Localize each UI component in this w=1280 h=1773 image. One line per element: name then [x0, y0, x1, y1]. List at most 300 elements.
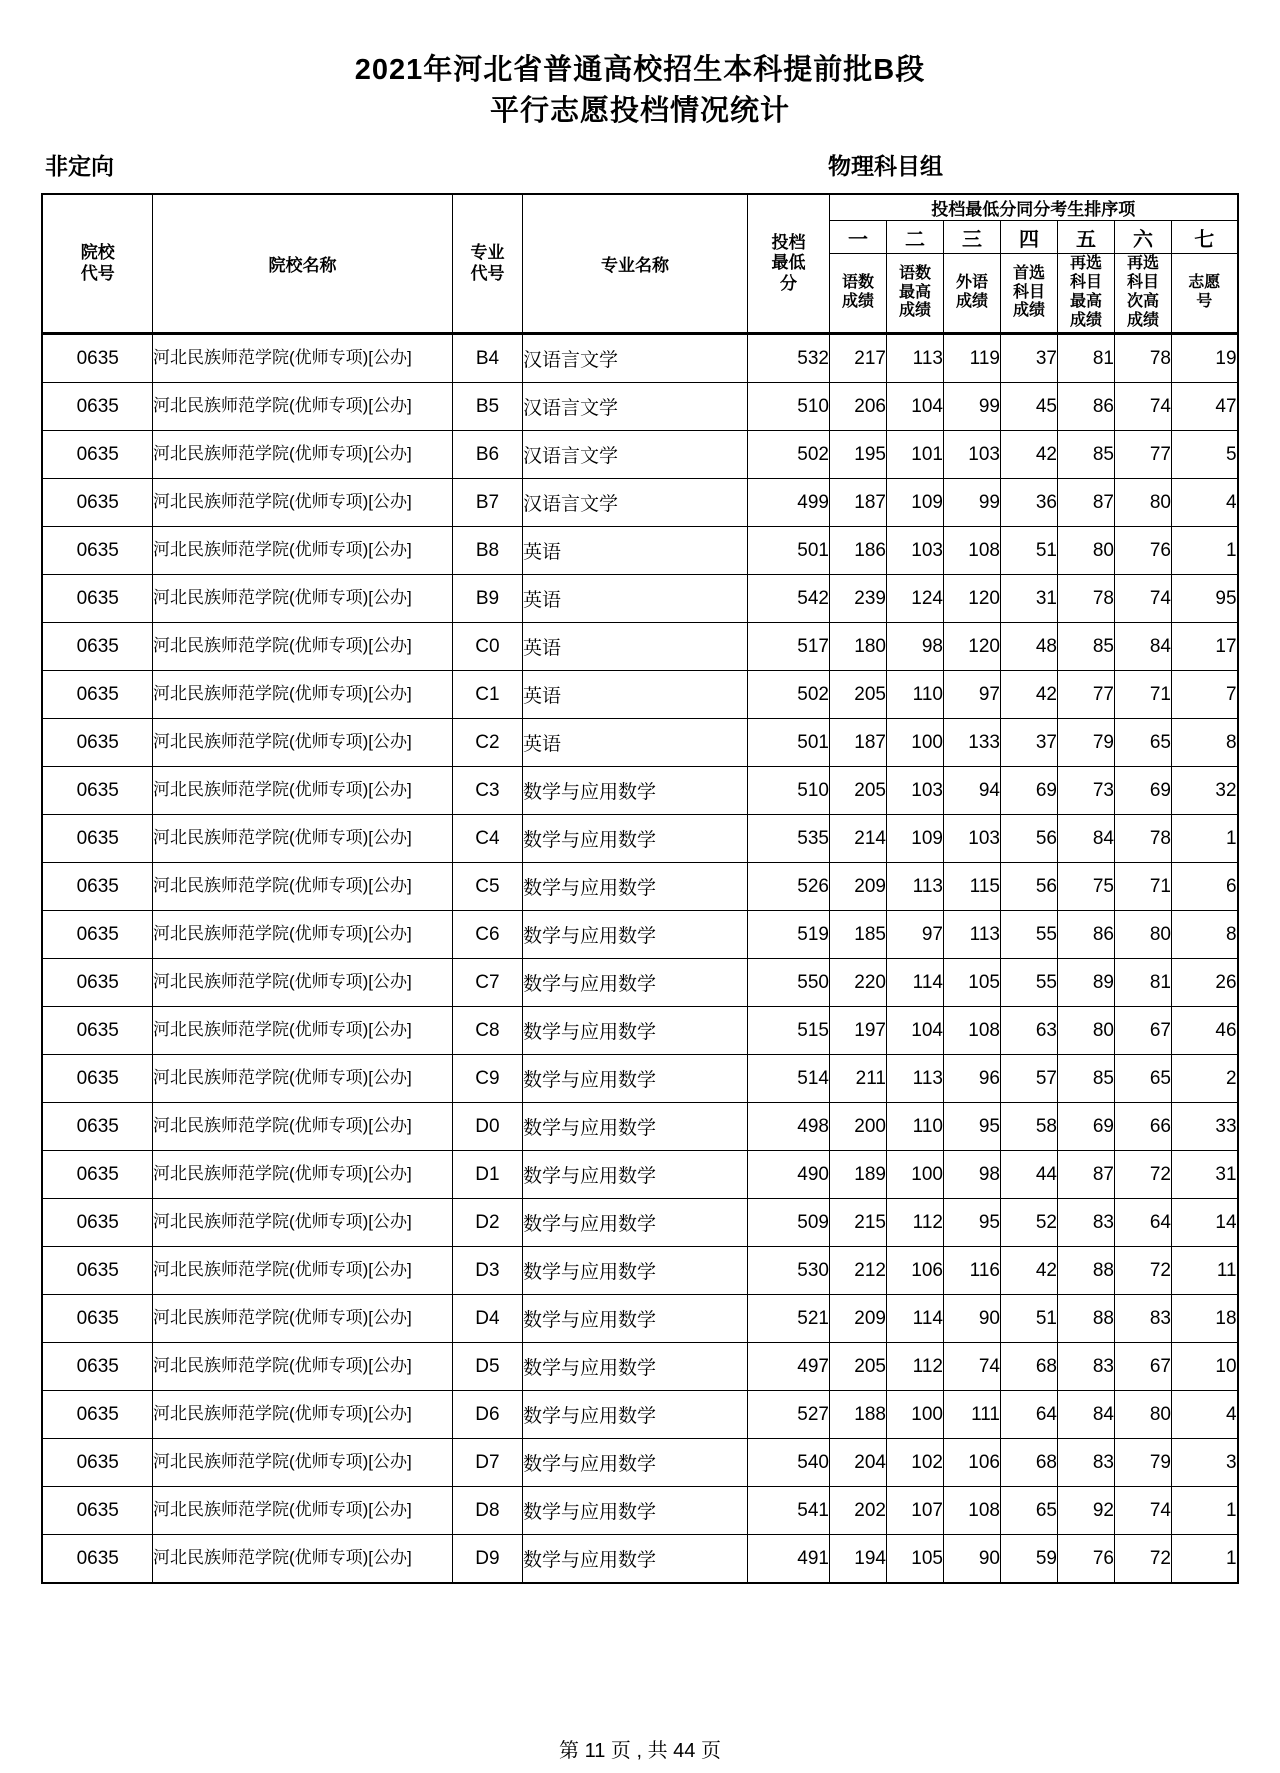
table-row	[42, 623, 1237, 671]
cell-score-6: 80	[1114, 911, 1171, 959]
cell-score-5: 86	[1057, 911, 1114, 959]
cell-score-1: 206	[829, 383, 886, 431]
cell-major-name: 英语	[522, 671, 747, 719]
table-row	[42, 911, 1237, 959]
cell-major-name: 数学与应用数学	[522, 815, 747, 863]
cell-min-score: 515	[747, 1007, 829, 1055]
cell-score-4: 64	[1000, 1391, 1057, 1439]
cell-college-code: 0635	[42, 767, 152, 815]
cell-score-5: 86	[1057, 383, 1114, 431]
table-row	[42, 383, 1237, 431]
cell-score-2: 103	[886, 767, 943, 815]
cell-score-5: 83	[1057, 1199, 1114, 1247]
cell-score-1: 202	[829, 1487, 886, 1535]
cell-score-4: 44	[1000, 1151, 1057, 1199]
cell-score-6: 67	[1114, 1343, 1171, 1391]
cell-score-6: 74	[1114, 383, 1171, 431]
cell-college-name: 河北民族师范学院(优师专项)[公办]	[152, 1439, 452, 1487]
cell-score-5: 85	[1057, 623, 1114, 671]
cell-min-score: 498	[747, 1103, 829, 1151]
cell-score-7: 33	[1171, 1103, 1237, 1151]
cell-college-code: 0635	[42, 1439, 152, 1487]
cell-major-code: C4	[452, 815, 522, 863]
cell-major-code: C0	[452, 623, 522, 671]
cell-score-3: 106	[943, 1439, 1000, 1487]
cell-score-1: 195	[829, 431, 886, 479]
cell-score-7: 32	[1171, 767, 1237, 815]
cell-score-3: 108	[943, 1487, 1000, 1535]
cell-college-code: 0635	[42, 1103, 152, 1151]
cell-major-name: 汉语言文学	[522, 383, 747, 431]
cell-score-7: 10	[1171, 1343, 1237, 1391]
cell-major-code: C5	[452, 863, 522, 911]
cell-score-6: 72	[1114, 1535, 1171, 1584]
cell-score-3: 120	[943, 623, 1000, 671]
cell-score-2: 104	[886, 1007, 943, 1055]
cell-college-code: 0635	[42, 1247, 152, 1295]
cell-score-3: 115	[943, 863, 1000, 911]
cell-score-1: 215	[829, 1199, 886, 1247]
cell-score-5: 73	[1057, 767, 1114, 815]
cell-score-2: 105	[886, 1535, 943, 1584]
cell-score-2: 106	[886, 1247, 943, 1295]
cell-score-5: 88	[1057, 1247, 1114, 1295]
cell-major-name: 英语	[522, 527, 747, 575]
cell-major-name: 数学与应用数学	[522, 1295, 747, 1343]
cell-score-6: 71	[1114, 671, 1171, 719]
cell-score-7: 8	[1171, 911, 1237, 959]
cell-score-3: 74	[943, 1343, 1000, 1391]
cell-score-7: 46	[1171, 1007, 1237, 1055]
cell-major-name: 数学与应用数学	[522, 1151, 747, 1199]
cell-college-name: 河北民族师范学院(优师专项)[公办]	[152, 334, 452, 383]
cell-college-name: 河北民族师范学院(优师专项)[公办]	[152, 527, 452, 575]
cell-min-score: 510	[747, 767, 829, 815]
cell-score-7: 47	[1171, 383, 1237, 431]
cell-college-code: 0635	[42, 1007, 152, 1055]
cell-score-7: 3	[1171, 1439, 1237, 1487]
table-row	[42, 1535, 1237, 1584]
cell-score-1: 220	[829, 959, 886, 1007]
cell-score-2: 114	[886, 959, 943, 1007]
cell-score-6: 77	[1114, 431, 1171, 479]
cell-score-3: 96	[943, 1055, 1000, 1103]
cell-college-name: 河北民族师范学院(优师专项)[公办]	[152, 479, 452, 527]
cell-college-code: 0635	[42, 1055, 152, 1103]
cell-min-score: 527	[747, 1391, 829, 1439]
cell-score-4: 55	[1000, 959, 1057, 1007]
cell-score-4: 69	[1000, 767, 1057, 815]
cell-major-name: 英语	[522, 623, 747, 671]
header-major-name: 专业名称	[522, 194, 747, 334]
cell-college-name: 河北民族师范学院(优师专项)[公办]	[152, 1343, 452, 1391]
cell-college-code: 0635	[42, 671, 152, 719]
cell-college-name: 河北民族师范学院(优师专项)[公办]	[152, 911, 452, 959]
cell-score-5: 81	[1057, 334, 1114, 383]
cell-score-5: 75	[1057, 863, 1114, 911]
table-row	[42, 479, 1237, 527]
cell-major-name: 数学与应用数学	[522, 911, 747, 959]
header-ordinal-5: 五	[1057, 221, 1114, 254]
cell-major-name: 数学与应用数学	[522, 1439, 747, 1487]
cell-major-name: 数学与应用数学	[522, 863, 747, 911]
cell-score-4: 42	[1000, 431, 1057, 479]
cell-score-5: 80	[1057, 1007, 1114, 1055]
cell-score-4: 63	[1000, 1007, 1057, 1055]
cell-score-6: 81	[1114, 959, 1171, 1007]
cell-score-6: 71	[1114, 863, 1171, 911]
cell-score-4: 59	[1000, 1535, 1057, 1584]
table-row	[42, 1391, 1237, 1439]
cell-score-2: 102	[886, 1439, 943, 1487]
table-row	[42, 527, 1237, 575]
cell-score-5: 83	[1057, 1439, 1114, 1487]
cell-college-code: 0635	[42, 959, 152, 1007]
table-row	[42, 671, 1237, 719]
cell-score-1: 205	[829, 671, 886, 719]
cell-score-6: 64	[1114, 1199, 1171, 1247]
cell-score-6: 84	[1114, 623, 1171, 671]
cell-major-code: D3	[452, 1247, 522, 1295]
cell-score-1: 186	[829, 527, 886, 575]
cell-score-1: 180	[829, 623, 886, 671]
table-row	[42, 1103, 1237, 1151]
cell-score-1: 187	[829, 719, 886, 767]
cell-score-2: 98	[886, 623, 943, 671]
cell-college-code: 0635	[42, 1391, 152, 1439]
header-college-name: 院校名称	[152, 194, 452, 334]
cell-score-2: 124	[886, 575, 943, 623]
cell-college-code: 0635	[42, 815, 152, 863]
cell-score-7: 5	[1171, 431, 1237, 479]
cell-score-6: 72	[1114, 1151, 1171, 1199]
cell-college-name: 河北民族师范学院(优师专项)[公办]	[152, 1391, 452, 1439]
cell-score-5: 76	[1057, 1535, 1114, 1584]
cell-score-5: 84	[1057, 1391, 1114, 1439]
header-preference-number: 志愿号	[1171, 254, 1237, 334]
cell-score-4: 37	[1000, 719, 1057, 767]
header-chinese-math-max-score: 语数最高成绩	[886, 254, 943, 334]
table-row	[42, 959, 1237, 1007]
cell-score-3: 111	[943, 1391, 1000, 1439]
cell-score-3: 99	[943, 383, 1000, 431]
table-header	[42, 194, 1237, 334]
header-ordinal-3: 三	[943, 221, 1000, 254]
admission-stats-table	[41, 193, 1238, 1584]
cell-score-7: 19	[1171, 334, 1237, 383]
cell-min-score: 535	[747, 815, 829, 863]
cell-major-code: B4	[452, 334, 522, 383]
cell-score-1: 188	[829, 1391, 886, 1439]
cell-score-4: 56	[1000, 815, 1057, 863]
cell-score-7: 17	[1171, 623, 1237, 671]
cell-score-1: 209	[829, 1295, 886, 1343]
cell-score-5: 87	[1057, 1151, 1114, 1199]
cell-score-3: 116	[943, 1247, 1000, 1295]
cell-major-name: 数学与应用数学	[522, 1391, 747, 1439]
header-ordinal-2: 二	[886, 221, 943, 254]
cell-score-2: 100	[886, 1151, 943, 1199]
cell-score-1: 197	[829, 1007, 886, 1055]
cell-major-code: C3	[452, 767, 522, 815]
cell-min-score: 532	[747, 334, 829, 383]
cell-major-code: D5	[452, 1343, 522, 1391]
cell-score-3: 90	[943, 1535, 1000, 1584]
subject-group-label: 物理科目组	[828, 153, 943, 179]
cell-major-name: 英语	[522, 719, 747, 767]
cell-min-score: 542	[747, 575, 829, 623]
table-row	[42, 1247, 1237, 1295]
cell-score-5: 79	[1057, 719, 1114, 767]
cell-score-2: 103	[886, 527, 943, 575]
table-row	[42, 815, 1237, 863]
cell-score-2: 113	[886, 863, 943, 911]
cell-score-2: 110	[886, 1103, 943, 1151]
cell-score-7: 18	[1171, 1295, 1237, 1343]
header-ordinal-6: 六	[1114, 221, 1171, 254]
cell-score-4: 56	[1000, 863, 1057, 911]
cell-major-code: B9	[452, 575, 522, 623]
table-row	[42, 767, 1237, 815]
table-row	[42, 1343, 1237, 1391]
cell-score-1: 200	[829, 1103, 886, 1151]
cell-min-score: 540	[747, 1439, 829, 1487]
cell-major-name: 数学与应用数学	[522, 1247, 747, 1295]
title-line-1: 2021年河北省普通高校招生本科提前批B段	[354, 54, 926, 86]
cell-score-4: 37	[1000, 334, 1057, 383]
cell-score-6: 79	[1114, 1439, 1171, 1487]
cell-college-name: 河北民族师范学院(优师专项)[公办]	[152, 767, 452, 815]
cell-score-4: 57	[1000, 1055, 1057, 1103]
cell-score-5: 87	[1057, 479, 1114, 527]
header-ordinal-1: 一	[829, 221, 886, 254]
plan-type-label: 非定向	[45, 153, 114, 179]
cell-score-4: 36	[1000, 479, 1057, 527]
cell-college-name: 河北民族师范学院(优师专项)[公办]	[152, 719, 452, 767]
cell-major-name: 数学与应用数学	[522, 767, 747, 815]
cell-college-name: 河北民族师范学院(优师专项)[公办]	[152, 1247, 452, 1295]
cell-score-6: 66	[1114, 1103, 1171, 1151]
header-major-code: 专业代号	[452, 194, 522, 334]
table-row	[42, 863, 1237, 911]
cell-min-score: 497	[747, 1343, 829, 1391]
cell-score-4: 68	[1000, 1439, 1057, 1487]
document-title	[0, 0, 1280, 132]
cell-score-6: 83	[1114, 1295, 1171, 1343]
cell-major-code: B5	[452, 383, 522, 431]
cell-major-code: B7	[452, 479, 522, 527]
cell-score-7: 4	[1171, 1391, 1237, 1439]
cell-score-3: 119	[943, 334, 1000, 383]
cell-major-code: C7	[452, 959, 522, 1007]
cell-score-2: 113	[886, 1055, 943, 1103]
cell-min-score: 517	[747, 623, 829, 671]
header-ordinal-7: 七	[1171, 221, 1237, 254]
cell-score-7: 14	[1171, 1199, 1237, 1247]
cell-college-name: 河北民族师范学院(优师专项)[公办]	[152, 623, 452, 671]
cell-score-5: 89	[1057, 959, 1114, 1007]
cell-score-1: 185	[829, 911, 886, 959]
cell-major-code: D1	[452, 1151, 522, 1199]
cell-college-code: 0635	[42, 1199, 152, 1247]
cell-college-code: 0635	[42, 575, 152, 623]
cell-score-2: 107	[886, 1487, 943, 1535]
cell-score-3: 103	[943, 815, 1000, 863]
cell-major-code: C6	[452, 911, 522, 959]
cell-score-6: 78	[1114, 334, 1171, 383]
cell-score-3: 95	[943, 1199, 1000, 1247]
cell-college-name: 河北民族师范学院(优师专项)[公办]	[152, 671, 452, 719]
cell-major-name: 汉语言文学	[522, 334, 747, 383]
cell-min-score: 501	[747, 719, 829, 767]
cell-score-3: 105	[943, 959, 1000, 1007]
table-row	[42, 1439, 1237, 1487]
cell-score-1: 204	[829, 1439, 886, 1487]
cell-major-code: D6	[452, 1391, 522, 1439]
cell-major-name: 英语	[522, 575, 747, 623]
table-body	[42, 334, 1237, 1584]
cell-score-1: 214	[829, 815, 886, 863]
cell-score-4: 42	[1000, 1247, 1057, 1295]
cell-college-name: 河北民族师范学院(优师专项)[公办]	[152, 815, 452, 863]
header-college-code: 院校代号	[42, 194, 152, 334]
title-line-2: 平行志愿投档情况统计	[489, 95, 790, 127]
cell-min-score: 502	[747, 671, 829, 719]
cell-score-5: 83	[1057, 1343, 1114, 1391]
cell-major-code: D9	[452, 1535, 522, 1584]
cell-score-7: 11	[1171, 1247, 1237, 1295]
cell-major-name: 数学与应用数学	[522, 1055, 747, 1103]
cell-score-1: 187	[829, 479, 886, 527]
cell-score-2: 100	[886, 719, 943, 767]
header-reselect-subject-second-score: 再选科目次高成绩	[1114, 254, 1171, 334]
cell-score-2: 109	[886, 815, 943, 863]
cell-college-code: 0635	[42, 911, 152, 959]
page-number: 第 11 页 , 共 44 页	[559, 1740, 721, 1762]
cell-college-code: 0635	[42, 623, 152, 671]
cell-score-5: 85	[1057, 431, 1114, 479]
cell-score-6: 65	[1114, 719, 1171, 767]
cell-min-score: 509	[747, 1199, 829, 1247]
cell-score-5: 69	[1057, 1103, 1114, 1151]
cell-min-score: 550	[747, 959, 829, 1007]
cell-score-3: 113	[943, 911, 1000, 959]
header-foreign-language-score: 外语成绩	[943, 254, 1000, 334]
table-row	[42, 1055, 1237, 1103]
cell-score-3: 94	[943, 767, 1000, 815]
cell-major-name: 汉语言文学	[522, 479, 747, 527]
cell-major-name: 数学与应用数学	[522, 1103, 747, 1151]
cell-score-2: 109	[886, 479, 943, 527]
cell-min-score: 502	[747, 431, 829, 479]
cell-score-6: 76	[1114, 527, 1171, 575]
cell-score-2: 113	[886, 334, 943, 383]
cell-score-7: 26	[1171, 959, 1237, 1007]
cell-major-code: B6	[452, 431, 522, 479]
cell-score-2: 97	[886, 911, 943, 959]
header-ordinal-4: 四	[1000, 221, 1057, 254]
cell-score-3: 95	[943, 1103, 1000, 1151]
cell-college-name: 河北民族师范学院(优师专项)[公办]	[152, 1487, 452, 1535]
cell-score-6: 67	[1114, 1007, 1171, 1055]
cell-score-3: 108	[943, 1007, 1000, 1055]
table-row	[42, 334, 1237, 383]
cell-score-6: 72	[1114, 1247, 1171, 1295]
cell-score-2: 101	[886, 431, 943, 479]
cell-score-1: 209	[829, 863, 886, 911]
cell-min-score: 519	[747, 911, 829, 959]
cell-min-score: 514	[747, 1055, 829, 1103]
cell-college-code: 0635	[42, 334, 152, 383]
cell-score-3: 133	[943, 719, 1000, 767]
cell-min-score: 541	[747, 1487, 829, 1535]
header-tie-break-group: 投档最低分同分考生排序项	[829, 194, 1237, 221]
cell-score-1: 205	[829, 767, 886, 815]
table-row	[42, 1007, 1237, 1055]
cell-min-score: 491	[747, 1535, 829, 1584]
cell-score-2: 112	[886, 1199, 943, 1247]
cell-college-name: 河北民族师范学院(优师专项)[公办]	[152, 383, 452, 431]
cell-score-6: 80	[1114, 479, 1171, 527]
cell-major-code: C8	[452, 1007, 522, 1055]
cell-score-2: 100	[886, 1391, 943, 1439]
cell-major-name: 数学与应用数学	[522, 1007, 747, 1055]
cell-major-code: D2	[452, 1199, 522, 1247]
cell-score-2: 104	[886, 383, 943, 431]
cell-score-5: 85	[1057, 1055, 1114, 1103]
table-row	[42, 575, 1237, 623]
cell-college-code: 0635	[42, 479, 152, 527]
cell-score-4: 45	[1000, 383, 1057, 431]
cell-score-6: 80	[1114, 1391, 1171, 1439]
cell-score-3: 120	[943, 575, 1000, 623]
cell-score-5: 92	[1057, 1487, 1114, 1535]
cell-major-name: 数学与应用数学	[522, 1487, 747, 1535]
cell-score-4: 42	[1000, 671, 1057, 719]
cell-college-name: 河北民族师范学院(优师专项)[公办]	[152, 1199, 452, 1247]
cell-score-7: 1	[1171, 1487, 1237, 1535]
cell-major-name: 汉语言文学	[522, 431, 747, 479]
cell-major-code: C9	[452, 1055, 522, 1103]
cell-score-4: 55	[1000, 911, 1057, 959]
cell-score-7: 7	[1171, 671, 1237, 719]
cell-score-1: 205	[829, 1343, 886, 1391]
cell-college-name: 河北民族师范学院(优师专项)[公办]	[152, 1103, 452, 1151]
cell-score-3: 90	[943, 1295, 1000, 1343]
cell-score-3: 99	[943, 479, 1000, 527]
cell-score-3: 98	[943, 1151, 1000, 1199]
cell-score-7: 95	[1171, 575, 1237, 623]
cell-score-6: 65	[1114, 1055, 1171, 1103]
cell-major-name: 数学与应用数学	[522, 1199, 747, 1247]
cell-score-7: 2	[1171, 1055, 1237, 1103]
header-first-choice-subject-score: 首选科目成绩	[1000, 254, 1057, 334]
cell-min-score: 499	[747, 479, 829, 527]
cell-score-1: 211	[829, 1055, 886, 1103]
cell-min-score: 526	[747, 863, 829, 911]
cell-score-5: 84	[1057, 815, 1114, 863]
cell-major-code: D7	[452, 1439, 522, 1487]
cell-college-code: 0635	[42, 719, 152, 767]
cell-major-name: 数学与应用数学	[522, 1535, 747, 1584]
cell-score-1: 212	[829, 1247, 886, 1295]
cell-score-1: 189	[829, 1151, 886, 1199]
cell-major-code: C1	[452, 671, 522, 719]
cell-score-7: 8	[1171, 719, 1237, 767]
cell-score-7: 31	[1171, 1151, 1237, 1199]
cell-college-name: 河北民族师范学院(优师专项)[公办]	[152, 959, 452, 1007]
cell-score-3: 97	[943, 671, 1000, 719]
